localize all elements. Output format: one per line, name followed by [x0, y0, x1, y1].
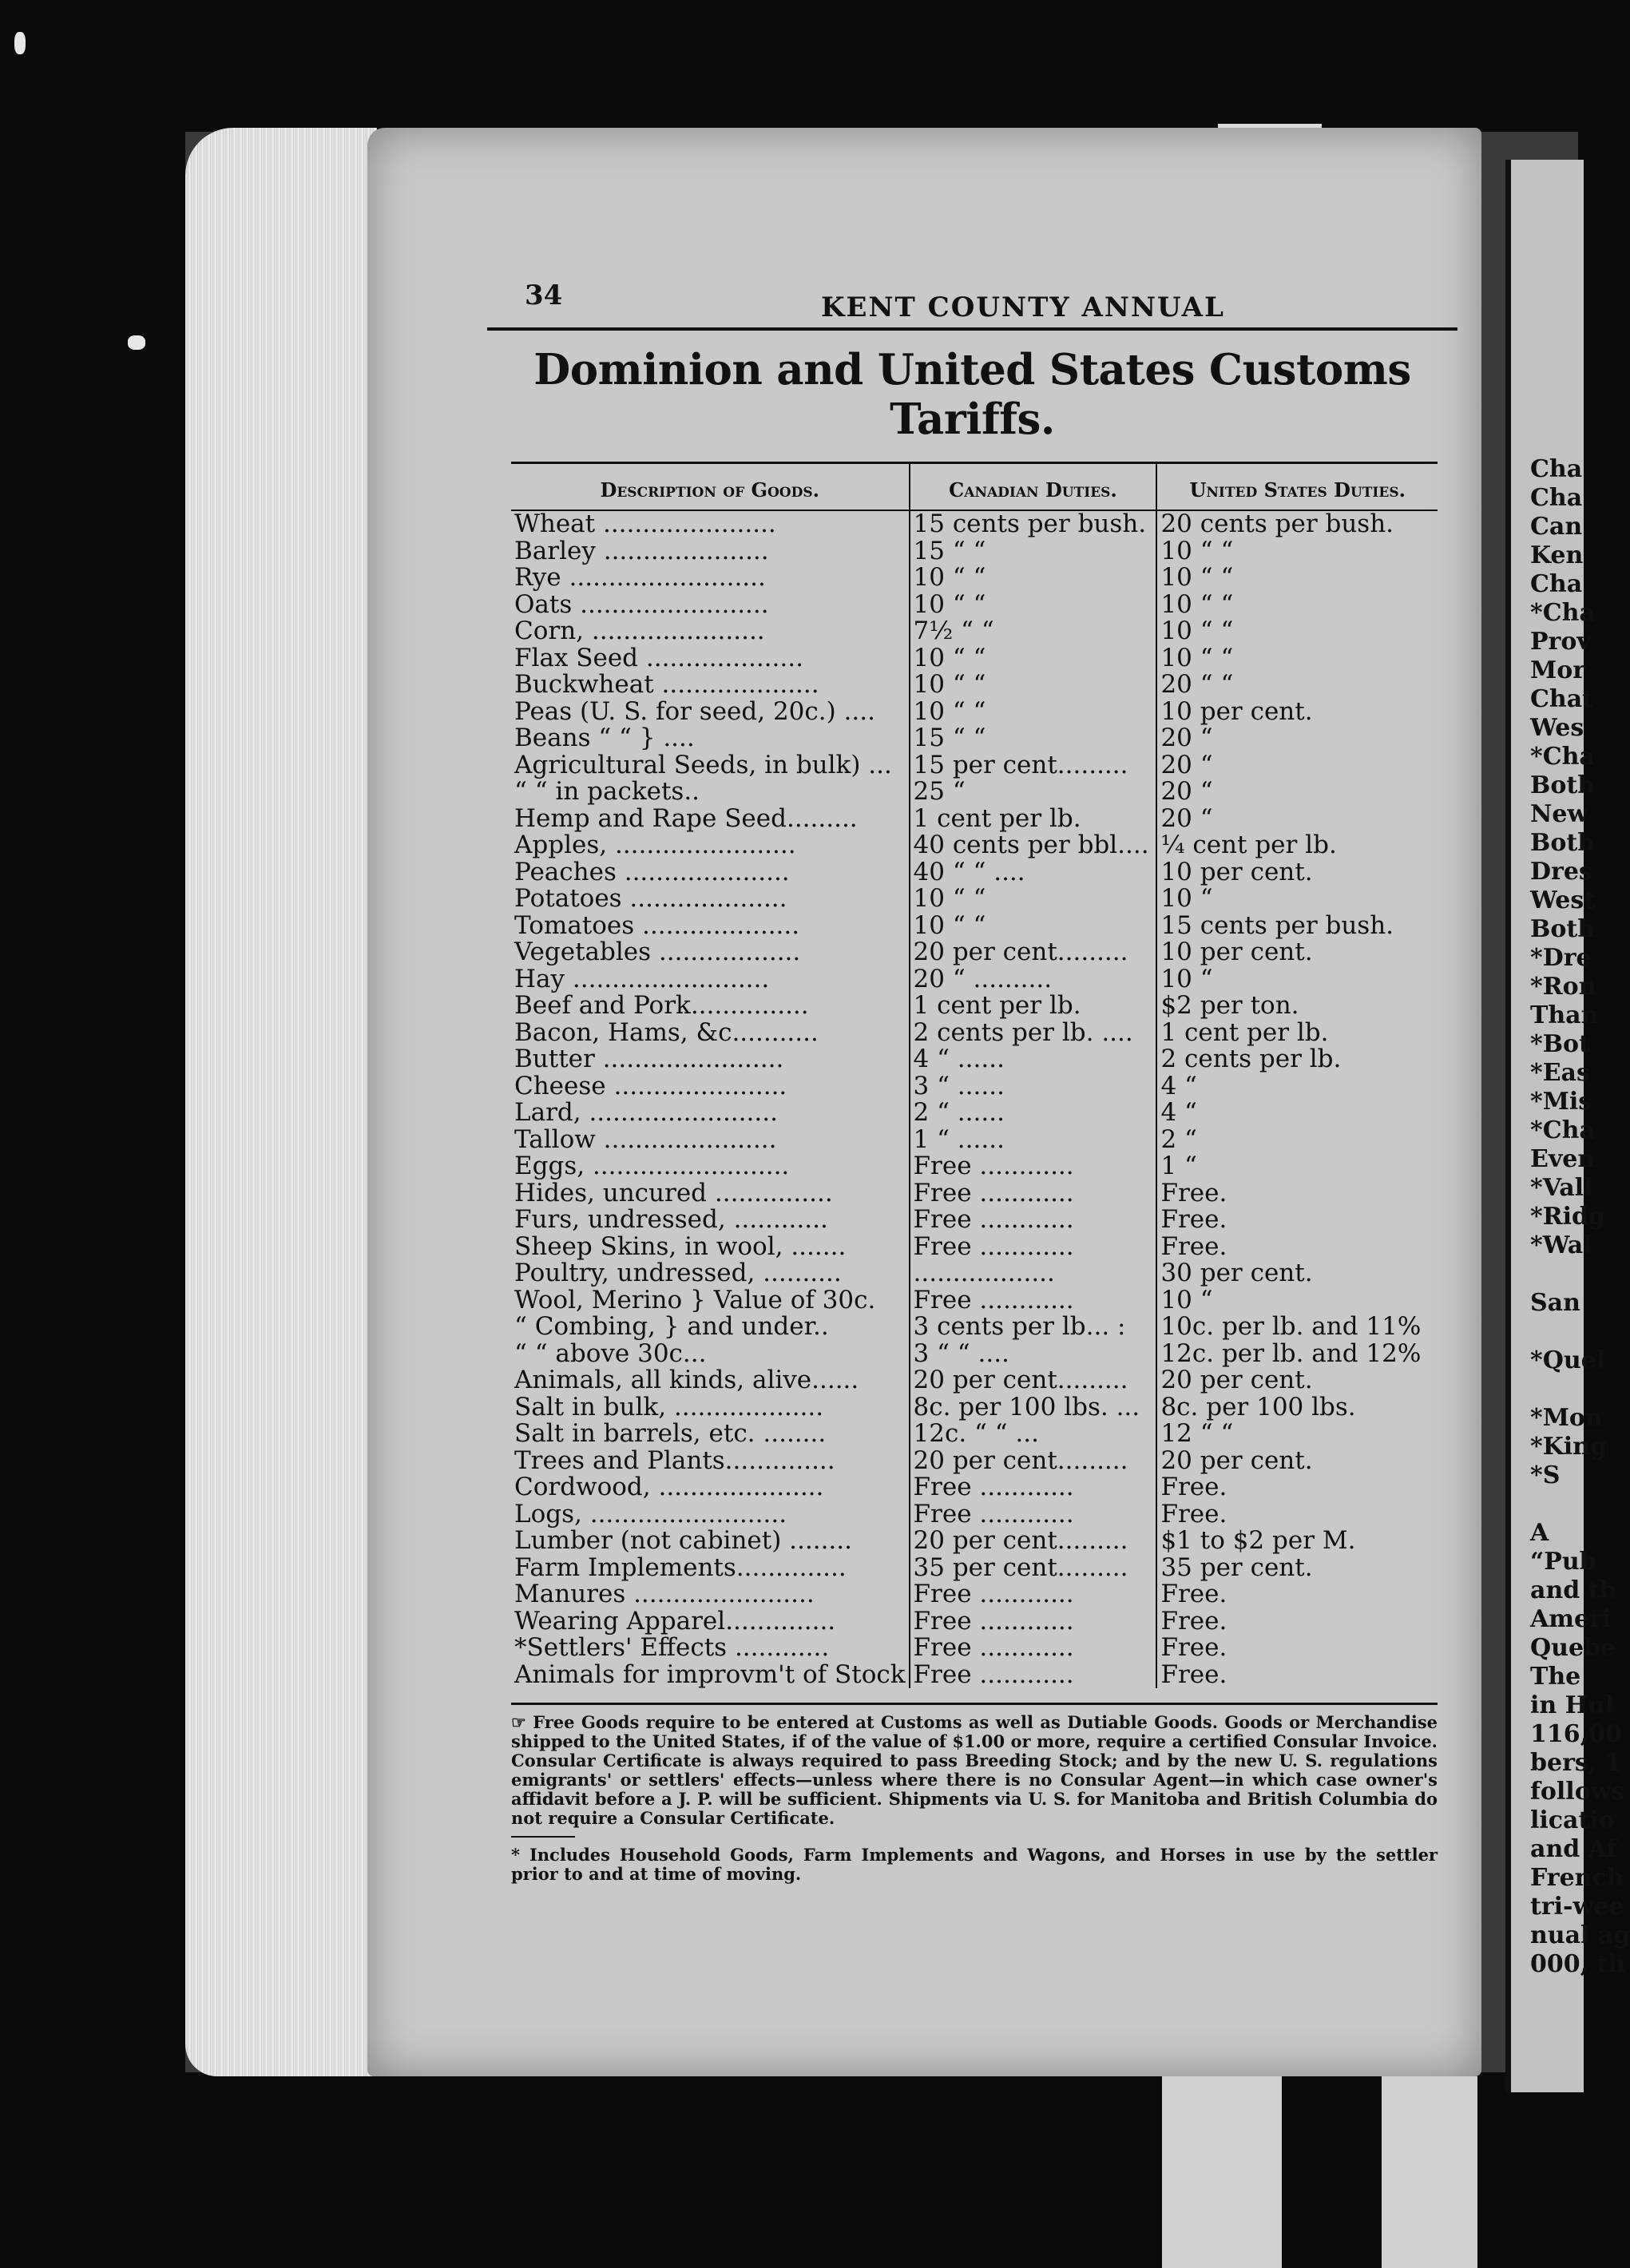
right-page-line: *Wal: [1530, 1231, 1592, 1259]
right-page-line: in Hul: [1530, 1691, 1615, 1719]
item-description: Agricultural Seeds, in bulk) ...: [514, 750, 892, 779]
table-row: [511, 1367, 1438, 1394]
us-duty: 30 per cent.: [1160, 1259, 1313, 1288]
table-row: [511, 1474, 1438, 1501]
us-duty: 10 “ “: [1160, 589, 1234, 619]
right-page-line: [1511, 1260, 1584, 1289]
canadian-duty: ..................: [910, 1260, 1157, 1287]
canadian-duty: 10 “ “: [910, 592, 1157, 619]
canadian-duty: 3 “ ......: [910, 1073, 1157, 1100]
canadian-duty: 10 “ “: [910, 672, 1157, 699]
right-page-line: and Af: [1530, 1835, 1617, 1863]
right-page-line: New: [1530, 800, 1588, 828]
column-header-us: United States Duties.: [1156, 463, 1438, 511]
table-row: [511, 645, 1438, 672]
us-duty: 20 per cent.: [1160, 1366, 1313, 1395]
table-row: [511, 1153, 1438, 1180]
item-description: Trees and Plants..............: [514, 1445, 835, 1475]
right-page-line: Ameri: [1530, 1605, 1612, 1633]
right-page-line: licatio: [1530, 1806, 1615, 1834]
us-duty: 15 cents per bush.: [1160, 910, 1394, 940]
canadian-duty: Free ............: [910, 1501, 1157, 1529]
canadian-duty: 1 cent per lb.: [910, 993, 1157, 1020]
right-page-line: 000, th: [1530, 1950, 1626, 1978]
table-row: [511, 618, 1438, 645]
us-duty: 10 per cent.: [1160, 696, 1313, 726]
us-duty: 10 per cent.: [1160, 938, 1313, 967]
table-row: [511, 1394, 1438, 1421]
us-duty: 12c. per lb. and 12%: [1160, 1338, 1422, 1368]
right-page-line: *Quel: [1530, 1346, 1606, 1374]
canadian-duty: Free ............: [910, 1635, 1157, 1662]
table-row: [511, 886, 1438, 913]
right-page-line: French: [1530, 1864, 1624, 1892]
canadian-duty: Free ............: [910, 1581, 1157, 1608]
us-duty: Free.: [1160, 1178, 1227, 1207]
right-page-line: Even: [1530, 1145, 1596, 1173]
right-page-line: The: [1530, 1663, 1581, 1691]
canadian-duty: 20 per cent.........: [910, 1448, 1157, 1475]
table-row: [511, 725, 1438, 752]
us-duty: 10 “ “: [1160, 617, 1234, 646]
item-description: Cheese ......................: [514, 1071, 787, 1100]
us-duty: 20 “: [1160, 724, 1213, 753]
us-duty: Free.: [1160, 1633, 1227, 1663]
us-duty: $2 per ton.: [1160, 991, 1299, 1021]
right-page-line: Ken: [1530, 541, 1584, 569]
us-duty: 8c. per 100 lbs.: [1160, 1392, 1356, 1421]
us-duty: Free.: [1160, 1606, 1227, 1636]
table-row: [511, 752, 1438, 779]
canadian-duty: 20 per cent.........: [910, 939, 1157, 966]
running-header: [487, 272, 1457, 327]
table-row: [511, 1608, 1438, 1636]
us-duty: 10 “: [1160, 964, 1213, 993]
right-page-line: follows: [1530, 1778, 1625, 1806]
item-description: Peas (U. S. for seed, 20c.) ....: [514, 696, 875, 726]
canadian-duty: 35 per cent.........: [910, 1555, 1157, 1582]
right-page-line: [1511, 1490, 1584, 1519]
us-duty: 10 per cent.: [1160, 857, 1313, 886]
table-row: [511, 832, 1438, 859]
footnotes: [511, 1703, 1438, 1884]
canadian-duty: 10 “ “: [910, 913, 1157, 940]
film-speck: [128, 335, 145, 350]
us-duty: 1 cent per lb.: [1160, 1017, 1329, 1047]
running-title: KENT COUNTY ANNUAL: [821, 291, 1225, 323]
right-page-line: Quebe: [1530, 1634, 1616, 1662]
right-page-line: Both: [1530, 829, 1596, 857]
canadian-duty: 2 “ ......: [910, 1100, 1157, 1127]
canadian-duty: 2 cents per lb. ....: [910, 1020, 1157, 1047]
canadian-duty: 15 cents per bush.: [910, 510, 1157, 538]
item-description: Vegetables ..................: [514, 938, 801, 967]
right-page-line: San: [1530, 1289, 1580, 1317]
table-row: [511, 699, 1438, 726]
canadian-duty: 1 cent per lb.: [910, 806, 1157, 833]
canadian-duty: 8c. per 100 lbs. ...: [910, 1394, 1157, 1421]
item-description: Animals, all kinds, alive......: [514, 1366, 859, 1395]
us-duty: 20 “ “: [1160, 670, 1234, 700]
tariff-table: [511, 462, 1438, 1688]
item-description: Butter .......................: [514, 1045, 784, 1074]
right-page-line: 116,00: [1530, 1720, 1622, 1748]
us-duty: 10 “ “: [1160, 643, 1234, 672]
item-description: Poultry, undressed, ..........: [514, 1259, 842, 1288]
item-description: Salt in bulk, ...................: [514, 1392, 824, 1421]
table-row: [511, 993, 1438, 1020]
item-description: Furs, undressed, ............: [514, 1205, 828, 1235]
canadian-duty: 40 cents per bbl....: [910, 832, 1157, 859]
us-duty: $1 to $2 per M.: [1160, 1526, 1356, 1556]
right-page-line: *Ridg: [1530, 1203, 1605, 1231]
table-row: [511, 1287, 1438, 1314]
canadian-duty: 20 “ ..........: [910, 966, 1157, 993]
table-row: [511, 1073, 1438, 1100]
us-duty: 20 per cent.: [1160, 1445, 1313, 1475]
item-description: Salt in barrels, etc. ........: [514, 1419, 827, 1449]
right-page-line: bers, 1: [1530, 1749, 1622, 1777]
right-page-line: West: [1530, 886, 1596, 914]
canadian-duty: 3 “ “ ....: [910, 1341, 1157, 1368]
right-page-line: Can: [1530, 513, 1583, 541]
table-row: [511, 1555, 1438, 1582]
right-page-line: *King: [1530, 1433, 1607, 1461]
canadian-duty: Free ............: [910, 1207, 1157, 1234]
canadian-duty: 12c. “ “ ...: [910, 1421, 1157, 1448]
item-description: Lumber (not cabinet) ........: [514, 1526, 852, 1556]
column-header-description: Description of Goods.: [511, 463, 910, 511]
table-row: [511, 1581, 1438, 1608]
item-description: *Settlers' Effects ............: [514, 1633, 830, 1663]
page-number: 34: [525, 280, 563, 311]
right-page: [1505, 160, 1630, 2092]
item-description: Wearing Apparel..............: [514, 1606, 836, 1636]
item-description: “ “ in packets..: [514, 777, 700, 807]
canadian-duty: Free ............: [910, 1287, 1157, 1314]
us-duty: 2 “: [1160, 1124, 1197, 1154]
canadian-duty: 15 “ “: [910, 725, 1157, 752]
canadian-duty: 3 cents per lb... :: [910, 1314, 1157, 1341]
table-row: [511, 1046, 1438, 1073]
settlers-effects-note: * Includes Household Goods, Farm Implements and Wagons, and Horses in use by the settler prior to and at time of moving.: [511, 1845, 1438, 1884]
bookmark-ribbon: [1162, 2076, 1282, 2268]
us-duty: 20 “: [1160, 803, 1213, 833]
table-row: [511, 565, 1438, 592]
us-duty: 2 cents per lb.: [1160, 1045, 1342, 1074]
item-description: Hay .........................: [514, 964, 770, 993]
right-page-line: Prov: [1530, 628, 1591, 656]
page-title: Dominion and United States Customs Tariffs.: [533, 345, 1411, 444]
right-page-line: tri-wee: [1530, 1893, 1624, 1921]
item-description: Potatoes ....................: [514, 884, 787, 914]
right-page-line: Both: [1530, 771, 1596, 799]
table-row: [511, 672, 1438, 699]
item-description: Apples, .......................: [514, 831, 796, 860]
canadian-duty: 15 per cent.........: [910, 752, 1157, 779]
us-duty: 4 “: [1160, 1098, 1197, 1128]
canadian-duty: Free ............: [910, 1474, 1157, 1501]
table-row: [511, 1020, 1438, 1047]
table-row: [511, 1127, 1438, 1154]
table-row: [511, 859, 1438, 886]
item-description: Barley .....................: [514, 536, 769, 565]
item-description: Tallow ......................: [514, 1124, 777, 1154]
tariff-body: [511, 510, 1438, 1688]
item-description: Manures .......................: [514, 1580, 815, 1609]
canadian-duty: 25 “: [910, 779, 1157, 806]
table-header-row: [511, 463, 1438, 511]
table-row: [511, 1635, 1438, 1662]
us-duty: Free.: [1160, 1473, 1227, 1502]
right-page-line: and th: [1530, 1576, 1617, 1604]
right-page-line: *Cha: [1530, 743, 1595, 771]
table-row: [511, 966, 1438, 993]
right-page-line: *Cha: [1530, 599, 1595, 627]
item-description: Oats ........................: [514, 589, 769, 619]
canadian-duty: 20 per cent.........: [910, 1528, 1157, 1555]
right-page-line: [1511, 1318, 1584, 1346]
us-duty: 4 “: [1160, 1071, 1197, 1100]
item-description: Hides, uncured ...............: [514, 1178, 833, 1207]
canadian-duty: 40 “ “ ....: [910, 859, 1157, 886]
table-row: [511, 510, 1438, 538]
right-page-line: *Dre: [1530, 944, 1592, 972]
item-description: Bacon, Hams, &c...........: [514, 1017, 819, 1047]
us-duty: 10 “: [1160, 884, 1213, 914]
right-page-line: Both: [1530, 915, 1596, 943]
item-description: Corn, ......................: [514, 617, 765, 646]
item-description: Lard, ........................: [514, 1098, 778, 1128]
item-description: “ “ above 30c...: [514, 1338, 707, 1368]
us-duty: 10 “ “: [1160, 563, 1234, 593]
canadian-duty: Free ............: [910, 1608, 1157, 1636]
table-row: [511, 1100, 1438, 1127]
right-page-line: Dres: [1530, 858, 1592, 886]
table-row: [511, 1180, 1438, 1207]
table-row: [511, 1528, 1438, 1555]
item-description: Animals for improvm't of Stock: [514, 1659, 906, 1689]
right-page-line: Than: [1530, 1001, 1599, 1029]
item-description: Peaches .....................: [514, 857, 790, 886]
bookmark-ribbon: [1382, 2076, 1477, 2268]
table-row: [511, 1662, 1438, 1689]
item-description: Rye .........................: [514, 563, 766, 593]
header-rule: [487, 327, 1457, 331]
us-duty: Free.: [1160, 1580, 1227, 1609]
right-page-line: *Vall: [1530, 1174, 1593, 1202]
right-page-text: [1511, 160, 1630, 1979]
us-duty: 20 “: [1160, 750, 1213, 779]
column-header-canadian: Canadian Duties.: [910, 463, 1157, 511]
right-page-line: A: [1530, 1519, 1549, 1547]
us-duty: Free.: [1160, 1205, 1227, 1235]
canadian-duty: 10 “ “: [910, 886, 1157, 913]
table-row: [511, 1234, 1438, 1261]
item-description: “ Combing, } and under..: [514, 1312, 829, 1342]
table-row: [511, 538, 1438, 565]
item-description: Beef and Pork...............: [514, 991, 809, 1021]
table-row: [511, 806, 1438, 833]
canadian-duty: 20 per cent.........: [910, 1367, 1157, 1394]
table-row: [511, 1260, 1438, 1287]
item-description: Hemp and Rape Seed.........: [514, 803, 858, 833]
item-description: Farm Implements..............: [514, 1552, 847, 1582]
canadian-duty: 10 “ “: [910, 699, 1157, 726]
item-description: Cordwood, .....................: [514, 1473, 824, 1502]
right-page-line: *Eas: [1530, 1059, 1590, 1087]
table-row: [511, 779, 1438, 806]
note-divider: [511, 1836, 575, 1838]
canadian-duty: 10 “ “: [910, 565, 1157, 592]
table-row: [511, 592, 1438, 619]
us-duty: 10 “: [1160, 1285, 1213, 1314]
item-description: Wool, Merino } Value of 30c.: [514, 1285, 876, 1314]
item-description: Logs, .........................: [514, 1499, 787, 1529]
table-row: [511, 1341, 1438, 1368]
canadian-duty: 7½ “ “: [910, 618, 1157, 645]
right-page-line: Chat: [1530, 685, 1593, 713]
table-row: [511, 1314, 1438, 1341]
right-page-line: *Mon: [1530, 1404, 1603, 1432]
item-description: Wheat ......................: [514, 510, 776, 539]
item-description: Tomatoes ....................: [514, 910, 800, 940]
us-duty: 1 “: [1160, 1152, 1197, 1181]
film-speck: [14, 32, 26, 54]
us-duty: 35 per cent.: [1160, 1552, 1313, 1582]
right-page-line: *Mis: [1530, 1088, 1592, 1116]
canadian-duty: Free ............: [910, 1180, 1157, 1207]
item-description: Eggs, .........................: [514, 1152, 790, 1181]
canadian-duty: 1 “ ......: [910, 1127, 1157, 1154]
table-row: [511, 939, 1438, 966]
right-page-line: *Bot: [1530, 1030, 1590, 1058]
us-duty: 20 cents per bush.: [1160, 510, 1394, 539]
free-goods-note: ☞ Free Goods require to be entered at Customs as well as Dutiable Goods. Goods or Merchandise shipped to the United States, if of the value of $1.00 or more, require a certified Consular Invoice. Consular Certificate is always required to pass Breeding Stock; and by the new U. S. regulations emigrants' or settlers' effects—unless where there is no Consular Agent—in which case owner's affidavit before a J. P. will be sufficient. Shipments via U. S. for Manitoba and British Columbia do not require a Consular Certificate.: [511, 1712, 1438, 1828]
table-row: [511, 1207, 1438, 1234]
right-page-line: *Ron: [1530, 973, 1596, 1001]
right-page-line: Mor: [1530, 656, 1586, 684]
canadian-duty: Free ............: [910, 1153, 1157, 1180]
right-page-line: Cha: [1530, 570, 1583, 598]
item-description: Buckwheat ....................: [514, 670, 819, 700]
right-page-line: *Cha: [1530, 1116, 1595, 1144]
right-page-line: “Pub: [1530, 1548, 1596, 1576]
table-row: [511, 1421, 1438, 1448]
right-page-line: Cha: [1530, 484, 1583, 512]
us-duty: ¼ cent per lb.: [1160, 831, 1337, 860]
us-duty: Free.: [1160, 1499, 1227, 1529]
table-row: [511, 913, 1438, 940]
canadian-duty: Free ............: [910, 1662, 1157, 1689]
table-row: [511, 1501, 1438, 1529]
page-edges: [185, 128, 377, 2076]
us-duty: 10 “ “: [1160, 536, 1234, 565]
right-page-line: Wes: [1530, 714, 1584, 742]
canadian-duty: Free ............: [910, 1234, 1157, 1261]
us-duty: Free.: [1160, 1659, 1227, 1689]
item-description: Beans “ “ } ....: [514, 724, 695, 753]
us-duty: 20 “: [1160, 777, 1213, 807]
canadian-duty: 4 “ ......: [910, 1046, 1157, 1073]
right-page-line: Cha: [1530, 455, 1583, 483]
right-page-line: *S: [1530, 1461, 1561, 1489]
canadian-duty: 10 “ “: [910, 645, 1157, 672]
table-row: [511, 1448, 1438, 1475]
us-duty: Free.: [1160, 1231, 1227, 1261]
us-duty: 12 “ “: [1160, 1419, 1234, 1449]
canadian-duty: 15 “ “: [910, 538, 1157, 565]
right-page-line: [1511, 1375, 1584, 1404]
page-content: [487, 272, 1457, 1892]
right-page-line: nual ag: [1530, 1921, 1630, 1949]
item-description: Flax Seed ....................: [514, 643, 803, 672]
item-description: Sheep Skins, in wool, .......: [514, 1231, 847, 1261]
us-duty: 10c. per lb. and 11%: [1160, 1312, 1422, 1342]
